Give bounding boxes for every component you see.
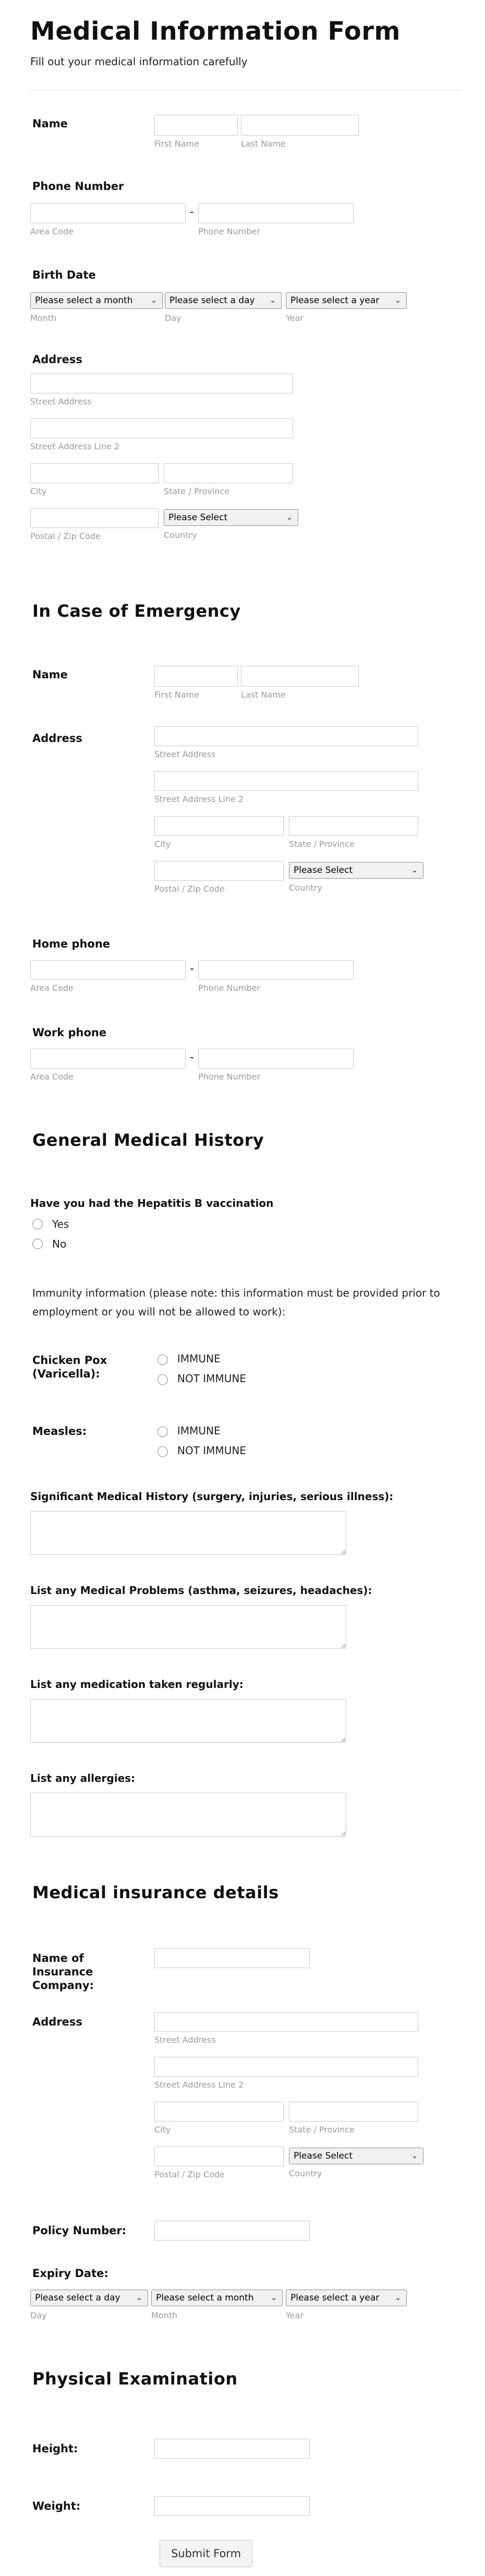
form-subtitle: Fill out your medical information carefully <box>30 55 248 68</box>
insurance-address-label: Address <box>32 2016 82 2028</box>
emergency-city-hint: City <box>154 839 171 849</box>
emergency-country-hint: Country <box>289 883 322 893</box>
work-phone-number-input[interactable] <box>198 1049 354 1069</box>
street-address-line2-input[interactable] <box>30 418 293 438</box>
emergency-first-name-input[interactable] <box>154 666 238 687</box>
insurance-postal-code-input[interactable] <box>154 2147 284 2166</box>
country-value: Please Select <box>168 512 228 523</box>
insurance-country-value: Please Select <box>294 2151 353 2161</box>
insurance-city-hint: City <box>154 2125 171 2135</box>
emergency-street-address-input[interactable] <box>154 726 418 746</box>
expiry-year-select[interactable] <box>286 2290 407 2306</box>
emergency-street-address-hint: Street Address <box>154 749 216 759</box>
emergency-state-input[interactable] <box>289 816 418 836</box>
street-address-hint: Street Address <box>30 397 92 406</box>
home-phone-number-hint: Phone Number <box>198 983 260 993</box>
medical-problems-label: List any Medical Problems (asthma, seizures, headaches): <box>30 1584 372 1597</box>
chicken-pox-immune-label: IMMUNE <box>177 1352 221 1365</box>
significant-history-textarea[interactable] <box>30 1511 346 1555</box>
form-title: Medical Information Form <box>30 17 401 46</box>
weight-label: Weight: <box>32 2500 81 2512</box>
city-input[interactable] <box>30 463 159 483</box>
medication-label: List any medication taken regularly: <box>30 1678 244 1691</box>
chicken-pox-immune-radio[interactable] <box>157 1355 168 1365</box>
chevron-down-icon: ⌄ <box>136 2294 142 2302</box>
phone-label: Phone Number <box>32 180 124 193</box>
expiry-month-select[interactable] <box>151 2290 283 2306</box>
chicken-pox-not-immune-label: NOT IMMUNE <box>177 1372 246 1385</box>
emergency-first-name-hint: First Name <box>154 690 199 700</box>
home-area-code-input[interactable] <box>30 960 186 980</box>
emergency-street-address-line2-input[interactable] <box>154 771 418 791</box>
chevron-down-icon: ⌄ <box>286 513 293 522</box>
street-address-input[interactable] <box>30 374 293 393</box>
insurance-state-input[interactable] <box>289 2102 418 2122</box>
insurance-street-address-line2-hint: Street Address Line 2 <box>154 2080 244 2090</box>
emergency-country-select[interactable] <box>289 862 423 879</box>
emergency-city-input[interactable] <box>154 816 284 836</box>
emergency-address-label: Address <box>32 732 82 745</box>
phone-dash: - <box>190 206 194 219</box>
policy-number-input[interactable] <box>154 2221 310 2240</box>
insurance-postal-code-hint: Postal / Zip Code <box>154 2170 225 2179</box>
chevron-down-icon: ⌄ <box>151 296 157 305</box>
work-area-code-hint: Area Code <box>30 1072 74 1082</box>
expiry-month-hint: Month <box>151 2310 178 2320</box>
postal-code-hint: Postal / Zip Code <box>30 531 101 541</box>
chevron-down-icon: ⌄ <box>411 866 418 874</box>
expiry-day-value: Please select a day <box>35 2293 120 2303</box>
chevron-down-icon: ⌄ <box>411 2152 418 2160</box>
birth-date-label: Birth Date <box>32 269 96 281</box>
insurance-street-address-input[interactable] <box>154 2012 418 2032</box>
chicken-pox-label: Chicken Pox (Varicella): <box>32 1354 107 1380</box>
last-name-hint: Last Name <box>241 139 286 149</box>
first-name-input[interactable] <box>154 115 238 136</box>
postal-code-input[interactable] <box>30 508 159 528</box>
last-name-input[interactable] <box>241 115 359 136</box>
chevron-down-icon: ⌄ <box>271 2294 277 2302</box>
insurance-city-input[interactable] <box>154 2102 284 2122</box>
address-label: Address <box>32 353 82 366</box>
insurance-country-hint: Country <box>289 2168 322 2178</box>
work-phone-label: Work phone <box>32 1026 107 1039</box>
measles-immune-label: IMMUNE <box>177 1424 221 1437</box>
work-area-code-input[interactable] <box>30 1049 186 1069</box>
birth-day-select[interactable] <box>165 292 282 309</box>
insurance-country-select[interactable] <box>289 2148 423 2164</box>
work-phone-dash: - <box>190 1051 194 1064</box>
allergies-label: List any allergies: <box>30 1772 136 1784</box>
home-phone-dash: - <box>190 962 194 975</box>
birth-day-value: Please select a day <box>169 295 255 306</box>
measles-immune-radio[interactable] <box>157 1427 168 1437</box>
name-label: Name <box>32 117 68 130</box>
measles-not-immune-radio[interactable] <box>157 1446 168 1457</box>
submit-button[interactable]: Submit Form <box>160 2540 252 2567</box>
expiry-year-value: Please select a year <box>290 2293 380 2303</box>
birth-month-value: Please select a month <box>35 295 133 306</box>
height-label: Height: <box>32 2442 78 2455</box>
state-input[interactable] <box>164 463 293 483</box>
day-hint: Day <box>165 313 181 323</box>
city-hint: City <box>30 486 47 496</box>
first-name-hint: First Name <box>154 139 199 149</box>
emergency-heading: In Case of Emergency <box>32 601 241 621</box>
area-code-hint: Area Code <box>30 226 74 236</box>
emergency-state-hint: State / Province <box>289 839 355 849</box>
insurance-street-address-line2-input[interactable] <box>154 2057 418 2077</box>
hepb-yes-radio[interactable] <box>32 1219 43 1229</box>
measles-not-immune-label: NOT IMMUNE <box>177 1444 246 1457</box>
chicken-pox-not-immune-radio[interactable] <box>157 1374 168 1385</box>
history-heading: General Medical History <box>32 1130 264 1150</box>
expiry-month-value: Please select a month <box>156 2293 254 2303</box>
hepb-yes-label: Yes <box>52 1218 69 1230</box>
country-select[interactable] <box>164 509 298 526</box>
immunity-note: Immunity information (please note: this information must be provided prior to employment or you will not be allowed to work): <box>32 1287 440 1318</box>
street-address-line2-hint: Street Address Line 2 <box>30 441 120 451</box>
emergency-postal-code-input[interactable] <box>154 861 284 881</box>
expiry-date-label: Expiry Date: <box>32 2267 108 2280</box>
month-hint: Month <box>30 313 57 323</box>
insurance-heading: Medical insurance details <box>32 1883 279 1902</box>
expiry-year-hint: Year <box>286 2310 304 2320</box>
expiry-day-select[interactable] <box>30 2290 148 2306</box>
emergency-country-value: Please Select <box>294 865 353 876</box>
home-phone-number-input[interactable] <box>198 960 354 980</box>
state-hint: State / Province <box>164 486 229 496</box>
medical-problems-textarea[interactable] <box>30 1605 346 1649</box>
physical-heading: Physical Examination <box>32 2369 238 2389</box>
insurance-company-input[interactable] <box>154 1948 310 1968</box>
emergency-postal-code-hint: Postal / Zip Code <box>154 884 225 894</box>
expiry-day-hint: Day <box>30 2310 47 2320</box>
hepb-no-radio[interactable] <box>32 1239 43 1249</box>
birth-year-select[interactable] <box>286 292 407 309</box>
birth-month-select[interactable] <box>30 292 163 309</box>
significant-history-label: Significant Medical History (surgery, injuries, serious illness): <box>30 1490 394 1503</box>
emergency-last-name-hint: Last Name <box>241 690 286 700</box>
height-input[interactable] <box>154 2439 310 2459</box>
phone-number-hint: Phone Number <box>198 226 260 236</box>
insurance-street-address-hint: Street Address <box>154 2035 216 2045</box>
policy-number-label: Policy Number: <box>32 2224 127 2237</box>
measles-label: Measles: <box>32 1425 87 1437</box>
insurance-company-label: Name of Insurance Company: <box>32 1952 94 1992</box>
area-code-input[interactable] <box>30 203 186 223</box>
emergency-street-address-line2-hint: Street Address Line 2 <box>154 794 244 804</box>
birth-year-value: Please select a year <box>290 295 380 306</box>
medication-textarea[interactable] <box>30 1699 346 1743</box>
chevron-down-icon: ⌄ <box>395 296 401 305</box>
weight-input[interactable] <box>154 2496 310 2516</box>
country-hint: Country <box>164 530 197 540</box>
chevron-down-icon: ⌄ <box>270 296 276 305</box>
emergency-last-name-input[interactable] <box>241 666 359 687</box>
allergies-textarea[interactable] <box>30 1793 346 1837</box>
home-area-code-hint: Area Code <box>30 983 74 993</box>
home-phone-label: Home phone <box>32 938 111 950</box>
hepb-question: Have you had the Hepatitis B vaccination <box>30 1197 274 1209</box>
year-hint: Year <box>286 313 304 323</box>
insurance-state-hint: State / Province <box>289 2125 355 2135</box>
chevron-down-icon: ⌄ <box>395 2294 401 2302</box>
phone-number-input[interactable] <box>198 203 354 223</box>
hepb-no-label: No <box>52 1238 67 1250</box>
emergency-name-label: Name <box>32 668 68 681</box>
work-phone-number-hint: Phone Number <box>198 1072 260 1082</box>
